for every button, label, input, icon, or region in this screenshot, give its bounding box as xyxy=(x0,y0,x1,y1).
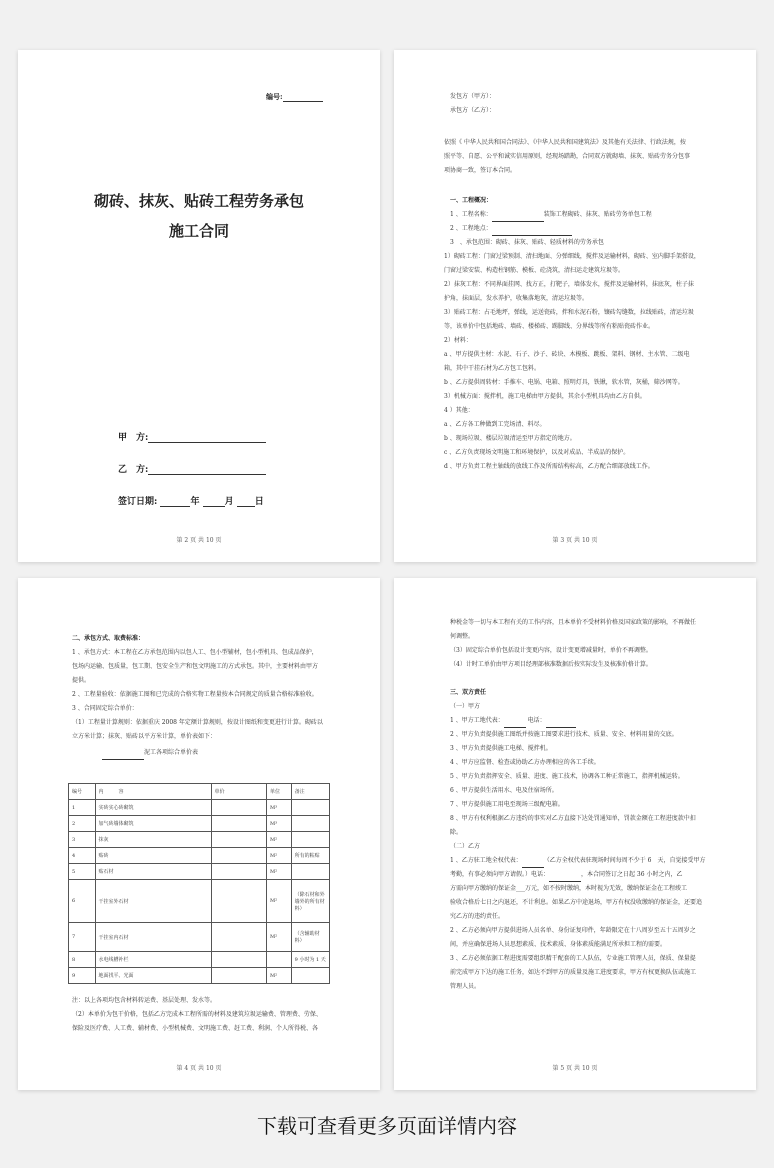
text-line: b 、现场垃圾、楼层垃圾清运至甲方指定的地方。 xyxy=(444,435,576,442)
text-line: 种税金等一切与本工程有关的工作内容，且本单价不受材料价格及国家政策的影响，不再做任 xyxy=(450,619,697,626)
text-line: 发包方（甲方）： xyxy=(450,93,496,100)
page-footer: 第 4 页 共 10 页 xyxy=(176,1065,222,1072)
text-line: 门窗过梁安装、构造柱钢筋、模板、砼浇筑，清扫运走建筑垃圾等。 xyxy=(444,267,625,274)
item-text: ，本合同签订之日起 36 小时之内，乙 xyxy=(581,871,683,878)
text-line: 依照《 中华人民共和国合同法》、《中华人民共和国建筑法》及其他有关法律、行政法规，按 xyxy=(444,139,686,146)
table-cell-content: 干挂室外石材 xyxy=(95,880,211,923)
section-title: 三、双方责任 xyxy=(450,689,487,696)
table-cell-unit: M³ xyxy=(267,800,292,816)
contract-number-blank xyxy=(283,93,323,102)
text-line: d 、甲方负责工程主轴线的放线工作及所需结构标高，乙方配合细部放线工作。 xyxy=(444,463,654,470)
blank-line xyxy=(102,753,144,760)
text-line: 前完成甲方下达的施工任务，如达不到甲方的质量及施工进度要求，甲方有权更换队伍或施工 xyxy=(450,969,697,976)
page-footer: 第 2 页 共 10 页 xyxy=(176,537,222,544)
table-row xyxy=(69,832,330,848)
table-cell-content: 贴石材 xyxy=(95,864,211,880)
section-title: 一、工程概况： xyxy=(450,197,493,204)
blank-line xyxy=(549,875,581,882)
text-line: 除。 xyxy=(450,829,463,836)
table-cell-no: 8 xyxy=(69,952,96,968)
table-row xyxy=(69,968,330,984)
table-cell-unit: M² xyxy=(267,864,292,880)
text-line: 注：以上各项均包含材料转运费、基层处理、发水等。 xyxy=(72,997,217,1004)
text-line: 究乙方的违约责任。 xyxy=(450,913,505,920)
table-cell-no: 5 xyxy=(69,864,96,880)
table-cell-price xyxy=(211,832,267,848)
text-line: 等，该单价中包括地砖、墙砖、楼梯砖、踢脚线、分界线等所有粘贴瓷砖作业。 xyxy=(444,323,655,330)
table-cell-note xyxy=(291,800,329,816)
table-cell-note: 9 小时为 1 天 xyxy=(291,952,329,968)
table-header-cell: 内 容 xyxy=(95,784,211,800)
table-row xyxy=(69,923,330,952)
text-line: 4 ）其他： xyxy=(444,407,474,414)
item-label: 1 、甲方工地代表： xyxy=(450,717,504,724)
text-line: 4 、甲方应监督、检查或协助乙方办理相应的各工手续。 xyxy=(450,759,600,766)
table-cell-note xyxy=(291,968,329,984)
blank-line xyxy=(492,215,544,222)
table-cell-price xyxy=(211,968,267,984)
table-cell-no: 6 xyxy=(69,880,96,923)
blank-line xyxy=(504,721,526,728)
table-cell-note: （除石材和外墙外的所有材料） xyxy=(291,880,329,923)
table-row xyxy=(69,800,330,816)
table-cell-price xyxy=(211,864,267,880)
text-line: 2）材料： xyxy=(444,337,472,344)
text-line: b 、乙方提供周转材：手推车、电锅、电箱、照明灯具，铁锹，软水管，灰桶，筛沙网等。 xyxy=(444,379,684,386)
document-page-5 xyxy=(394,578,756,1090)
text-line: 承包方（乙方）： xyxy=(450,107,496,114)
item-label: 1 、乙方驻工地全权代表： xyxy=(450,857,522,864)
table-cell-note: 所有的粘贴 xyxy=(291,848,329,864)
year-blank xyxy=(160,498,190,507)
document-page-2 xyxy=(18,50,380,562)
table-header-cell: 编号 xyxy=(69,784,96,800)
text-line: （一）甲方 xyxy=(450,703,481,710)
text-line: 8 、甲方有权利根据乙方违约的事实对乙方直接下达处罚通知单，罚款金额在工程进度款中扣 xyxy=(450,815,696,822)
party-a-blank xyxy=(148,433,266,443)
text-line: 保险及医疗费、人工费、辅材费、小型机械费、文明施工费、赶工费、利润、个人所得税、各 xyxy=(72,1025,319,1032)
table-cell-note xyxy=(291,816,329,832)
text-line: 1 、承包方式：本工程在乙方承包范围内以包人工、包小型辅材，包小型机具、包成品保护， xyxy=(72,649,318,656)
table-cell-content: 加气砖墙体砌筑 xyxy=(95,816,211,832)
text-line: 3 、甲方负责提供施工电梯、搅拌机。 xyxy=(450,745,552,752)
text-line: 方需向甲方缴纳的保证金___万元，如不按时缴纳，本时视为无效，缴纳保证金在工程竣工 xyxy=(450,885,688,892)
text-line: （1）工程量计算规则：依据重庆 2008 年定额计算规则，按设计图纸和变更进行计算。砌砖以 xyxy=(72,719,323,726)
text-line: 3）机械方面：搅拌机，施工电梯由甲方提供，其余小型机具均由乙方自供。 xyxy=(444,393,646,400)
text-line: 5 、甲方负责指挥安全、质量、进度、施工技术，协调各工种正常施工，指挥机械运转。 xyxy=(450,773,684,780)
text-line: 6 、甲方提供生活用水、电及住宿场所。 xyxy=(450,787,558,794)
text-line: 2）抹灰工程：不同界面挂网、找方正，打靶子，墙体发水，搅拌及运输材料，抹底灰，柱子抹 xyxy=(444,281,694,288)
table-cell-no: 4 xyxy=(69,848,96,864)
text-line: 3 、承包范围：砌砖、抹灰、贴砖、轻质材料的劳务承包 xyxy=(450,239,604,246)
table-cell-unit: M² xyxy=(267,848,292,864)
text-line: 1）砌砖工程：门窗过梁预制、清扫地面、分弹细线，搅拌及运输材料，砌砖、室内脚手架搭设， xyxy=(444,253,700,260)
text-line: 立方米计算；抹灰、贴砖以平方米计算，单价表如下： xyxy=(72,733,217,740)
document-page-3 xyxy=(394,50,756,562)
year-label: 年 xyxy=(190,497,200,507)
text-line: 7 、甲方提供施工用电至现场三级配电箱。 xyxy=(450,801,564,808)
table-cell-content: 实砖实心砖砌筑 xyxy=(95,800,211,816)
month-blank xyxy=(203,498,225,507)
text-line: 箱，其中干挂石材为乙方包工包料。 xyxy=(444,365,541,372)
table-caption xyxy=(102,746,340,760)
table-header-cell: 单价 xyxy=(211,784,267,800)
table-cell-no: 2 xyxy=(69,816,96,832)
text-line: 间，并应确保进场人员思想素质、技术素质、身体素质能满足所承担工程的需要。 xyxy=(450,941,667,948)
text-line: （4）计时工单价由甲方项目经理部核准数据后按实际发生及核准价格计算。 xyxy=(450,661,652,668)
table-row xyxy=(69,880,330,923)
text-line: 护角，抹面层，发水养护，收集落地灰，清运垃圾等。 xyxy=(444,295,589,302)
table-cell-content: 地面找平、光面 xyxy=(95,968,211,984)
contract-number xyxy=(266,92,323,102)
text-line xyxy=(450,854,716,868)
table-caption-text: 泥工各项综合单价表 xyxy=(144,749,199,756)
page3-body xyxy=(444,90,716,474)
text-line: 包场内运输、包质量，包工期、包安全生产和包文明施工的方式承包。其中，主要材料由甲方 xyxy=(72,663,319,670)
text-line xyxy=(450,868,716,882)
table-cell-content: 干挂室内石材 xyxy=(95,923,211,952)
table-cell-price xyxy=(211,923,267,952)
table-cell-content: 抹灰 xyxy=(95,832,211,848)
text-line xyxy=(450,222,716,236)
cover-title-line2: 施工合同 xyxy=(168,222,229,240)
sign-date-label: 签订日期: xyxy=(118,497,158,507)
day-label: 日 xyxy=(254,497,264,507)
page5-body xyxy=(450,616,716,994)
text-line: 何调整。 xyxy=(450,633,475,640)
table-cell-price xyxy=(211,880,267,923)
table-cell-price xyxy=(211,848,267,864)
party-b-blank xyxy=(148,465,266,475)
text-line: 2 、甲方负责提供施工图纸并按施工图要求进行技术、质量、安全、材料用量的交底。 xyxy=(450,731,678,738)
day-blank xyxy=(237,498,255,507)
table-cell-unit: M² xyxy=(267,923,292,952)
text-line: 3 、合同固定综合单价： xyxy=(72,705,138,712)
text-line xyxy=(450,208,716,222)
sign-date-field xyxy=(118,494,264,507)
text-line: （2）本单价为包干价格，包括乙方完成本工程所需的材料及建筑垃圾运输费、管理费、劳保、 xyxy=(72,1011,322,1018)
section-title: 二、承包方式、取费标准： xyxy=(72,635,145,642)
month-label: 月 xyxy=(224,497,234,507)
table-cell-price xyxy=(211,816,267,832)
table-cell-price xyxy=(211,952,267,968)
text-line: （二）乙方 xyxy=(450,843,481,850)
page4-body xyxy=(72,632,340,760)
table-header-cell: 单位 xyxy=(267,784,292,800)
text-line xyxy=(450,714,716,728)
item-text: 装饰工程砌砖、抹灰、贴砖劳务单包工程 xyxy=(543,211,652,218)
item-label: 2 、工程地点： xyxy=(450,225,492,232)
table-cell-note xyxy=(291,832,329,848)
item-label: 电话： xyxy=(527,717,546,724)
text-line: 管理人员。 xyxy=(450,983,481,990)
table-cell-unit: M² xyxy=(267,832,292,848)
table-cell-unit: M³ xyxy=(267,816,292,832)
table-row xyxy=(69,952,330,968)
table-cell-content: 贴砖 xyxy=(95,848,211,864)
table-row xyxy=(69,864,330,880)
document-page-4 xyxy=(18,578,380,1090)
party-a-label: 甲 方: xyxy=(118,433,149,443)
table-cell-content: 水电线槽补栏 xyxy=(95,952,211,968)
table-header-cell: 备注 xyxy=(291,784,329,800)
table-cell-note xyxy=(291,864,329,880)
text-line: 验收合格后七日之内退还，不计利息。如果乙方中途退场，甲方有权没收缴纳的保证金，还要追 xyxy=(450,899,703,906)
blank-line xyxy=(492,229,572,236)
party-a-field xyxy=(118,430,266,443)
text-line: 2 、乙方必须向甲方提供进场人员名单、身份证复印件，年龄限定在十八周岁至五十五周岁之 xyxy=(450,927,696,934)
contract-number-label: 编号: xyxy=(266,92,283,101)
text-line: 3 、乙方必须依据工程进度需要组织精干配套的工人队伍，专业施工管理人员，保质、保量提 xyxy=(450,955,696,962)
text-line: 照平等、自愿、公平和诚实信用原则，经现场踏勘，合同双方就砌墙、抹灰、贴砖劳务分包事 xyxy=(444,153,691,160)
text-line: 提供。 xyxy=(72,677,91,684)
text-line: a 、乙方各工种做到工完场清、料尽。 xyxy=(444,421,546,428)
table-cell-unit: M² xyxy=(267,880,292,923)
text-line: （3）固定综合单价包括设计变更内容，设计变更增减量时，单价不再调整。 xyxy=(450,647,652,654)
table-row xyxy=(69,816,330,832)
text-line: 项协商一致，签订本合同。 xyxy=(444,167,517,174)
party-b-label: 乙 方: xyxy=(118,465,149,475)
table-cell-price xyxy=(211,800,267,816)
page-footer: 第 3 页 共 10 页 xyxy=(552,537,598,544)
table-cell-note: （含辅助材料） xyxy=(291,923,329,952)
table-header-row xyxy=(69,784,330,800)
page-footer: 第 5 页 共 10 页 xyxy=(552,1065,598,1072)
party-b-field xyxy=(118,462,266,475)
page4-body-lower xyxy=(72,994,340,1036)
item-label: 考勤，有事必须向甲方请假。）电话： xyxy=(450,871,550,878)
table-cell-no: 9 xyxy=(69,968,96,984)
cover-title-line1: 砌砖、抹灰、贴砖工程劳务承包 xyxy=(93,192,304,210)
table-cell-unit: M² xyxy=(267,968,292,984)
text-line: 2 、工程量验收：依据施工图和已完成的合格实物工程量按本合同规定的质量合格标准验收。 xyxy=(72,691,318,698)
table-cell-no: 7 xyxy=(69,923,96,952)
table-cell-no: 3 xyxy=(69,832,96,848)
text-line: a 、甲方提供主材：水泥、石子、沙子、砖块、木模板、跳板、架料、钢材、主水管、二级电 xyxy=(444,351,690,358)
blank-line xyxy=(522,861,544,868)
table-cell-no: 1 xyxy=(69,800,96,816)
table-row xyxy=(69,848,330,864)
item-label: 1 、工程名称： xyxy=(450,211,492,218)
text-line: c 、乙方负责现场文明施工和环境保护，以及对成品、半成品的保护。 xyxy=(444,449,630,456)
text-line: 3）贴砖工程：占毛地坪，弹线，运送瓷砖，拌和水泥石粉，镶砖勾缝数，拉线贴砖，清运垃圾 xyxy=(444,309,694,316)
download-more-banner[interactable]: 下载可查看更多页面详情内容 xyxy=(257,1114,517,1138)
item-text: （乙方全权代表驻现场时间每周不少于 6 天，自觉接受甲方 xyxy=(543,857,706,864)
blank-line xyxy=(546,721,576,728)
unit-price-table xyxy=(68,783,330,984)
table-cell-unit xyxy=(267,952,292,968)
